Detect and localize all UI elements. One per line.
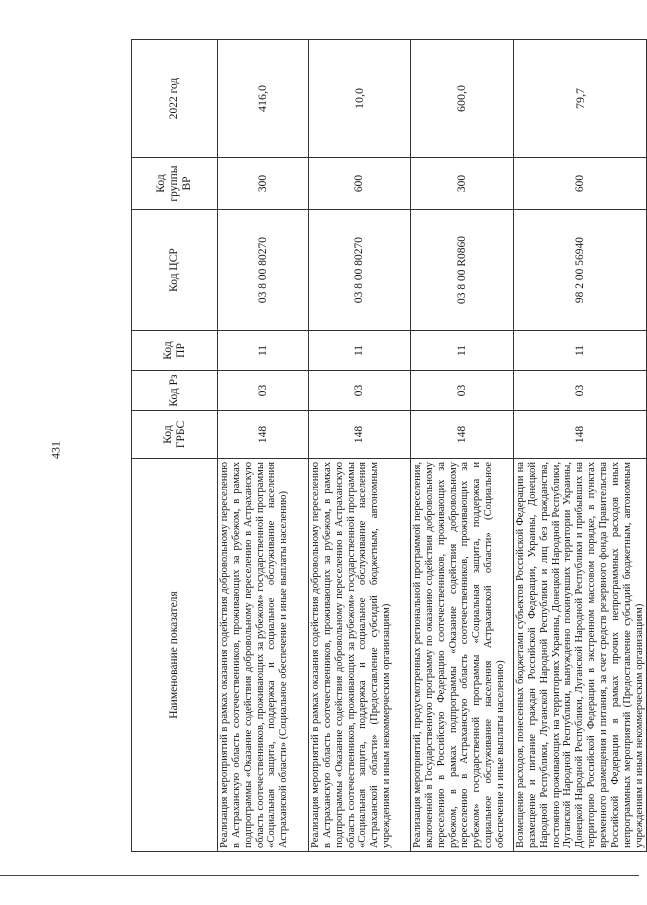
row-rz: 03 [309,371,411,411]
header-rz: Код Рз [132,371,218,411]
row-vr: 300 [218,158,309,210]
row-amount: 600,0 [411,40,514,158]
header-csr: Код ЦСР [132,210,218,331]
row-rz: 03 [218,371,309,411]
row-amount: 416,0 [218,40,309,158]
header-grbs: Код ГРБС [132,411,218,459]
rotated-table-content [131,40,645,852]
row-csr: 98 2 00 56940 [514,210,647,331]
header-row [132,40,218,852]
row-amount: 79,7 [514,40,647,158]
row-name: Реализация мероприятий в рамках оказания содействия добровольному переселению в Астраханскую область соотечественников, проживающих за рубежом, в рамках подпрограммы «Оказание содействия добровольному переселению в Астраханскую область соотечественников, проживающих за рубежом» государственной программы «Социальная защита, поддержка и социальное обслуживание населения Астраханской области» (Предоставление субсидий бюджетным, автономным учреждениям и иным некоммерческим организациям) [309,459,411,852]
row-name: Реализация мероприятий в рамках оказания содействия добровольному переселению в Астраханскую область соотечественников, проживающих за рубежом, в рамках подпрограммы «Оказание содействия добровольному переселению в Астраханскую область соотечественников, проживающих за рубежом» государственной программы «Социальная защита, поддержка и социальное обслуживание населения Астраханской области» (Социальное обеспечение и иные выплаты населению) [218,459,309,852]
budget-table [131,39,647,852]
row-grbs: 148 [218,411,309,459]
page-number: 431 [48,441,63,459]
header-vr: Код группы ВР [132,158,218,210]
rotated-table-frame [131,40,645,852]
table-row [411,40,514,852]
row-rz: 03 [411,371,514,411]
row-grbs: 148 [411,411,514,459]
row-name: Реализация мероприятий, предусмотренных региональной программой переселения, включенной в Государственную программу по оказанию содействия добровольному переселению в Российскую Федерацию соотечественников, проживающих за рубежом, в рамках подпрограммы «Оказание содействия добровольному переселению в Астраханскую область соотечественников, проживающих за рубежом» государственной программы «Социальная защита, поддержка и социальное обслуживание населения Астраханской области» (Социальное обеспечение и иные выплаты населению) [411,459,514,852]
header-pr: Код ПР [132,331,218,371]
row-amount: 10,0 [309,40,411,158]
header-year: 2022 год [132,40,218,158]
table-row [218,40,309,852]
row-vr: 300 [411,158,514,210]
row-pr: 11 [411,331,514,371]
row-vr: 600 [309,158,411,210]
row-pr: 11 [309,331,411,371]
header-name: Наименование показателя [132,459,218,852]
row-csr: 03 8 00 R0860 [411,210,514,331]
table-row [514,40,647,852]
bottom-rule [0,875,639,876]
row-pr: 11 [218,331,309,371]
row-pr: 11 [514,331,647,371]
row-grbs: 148 [309,411,411,459]
table-row [309,40,411,852]
row-grbs: 148 [514,411,647,459]
row-vr: 600 [514,158,647,210]
row-rz: 03 [514,371,647,411]
row-csr: 03 8 00 80270 [309,210,411,331]
row-csr: 03 8 00 80270 [218,210,309,331]
row-name: Возмещение расходов, понесенных бюджетами субъектов Российской Федерации на размещение и питание граждан Российской Федерации, Украины, Донецкой Народной Республики, Луганской Народной Республики и лиц без гражданства, постоянно проживающих на территориях Украины, Донецкой Народной Республики, Луганской Народной Республики, вынужденно покинувших территории Украины, Донецкой Народной Республики, Луганской Народной Республики и прибывших на территорию Российской Федерации в экстренном массовом порядке, в пунктах временного размещения и питания, за счет средств резервного фонда Правительства Российской Федерации в рамках прочих непрограммных расходов иных непрограммных мероприятий (Предоставление субсидий бюджетным, автономным учреждениям и иным некоммерческим организациям) [514,459,647,852]
